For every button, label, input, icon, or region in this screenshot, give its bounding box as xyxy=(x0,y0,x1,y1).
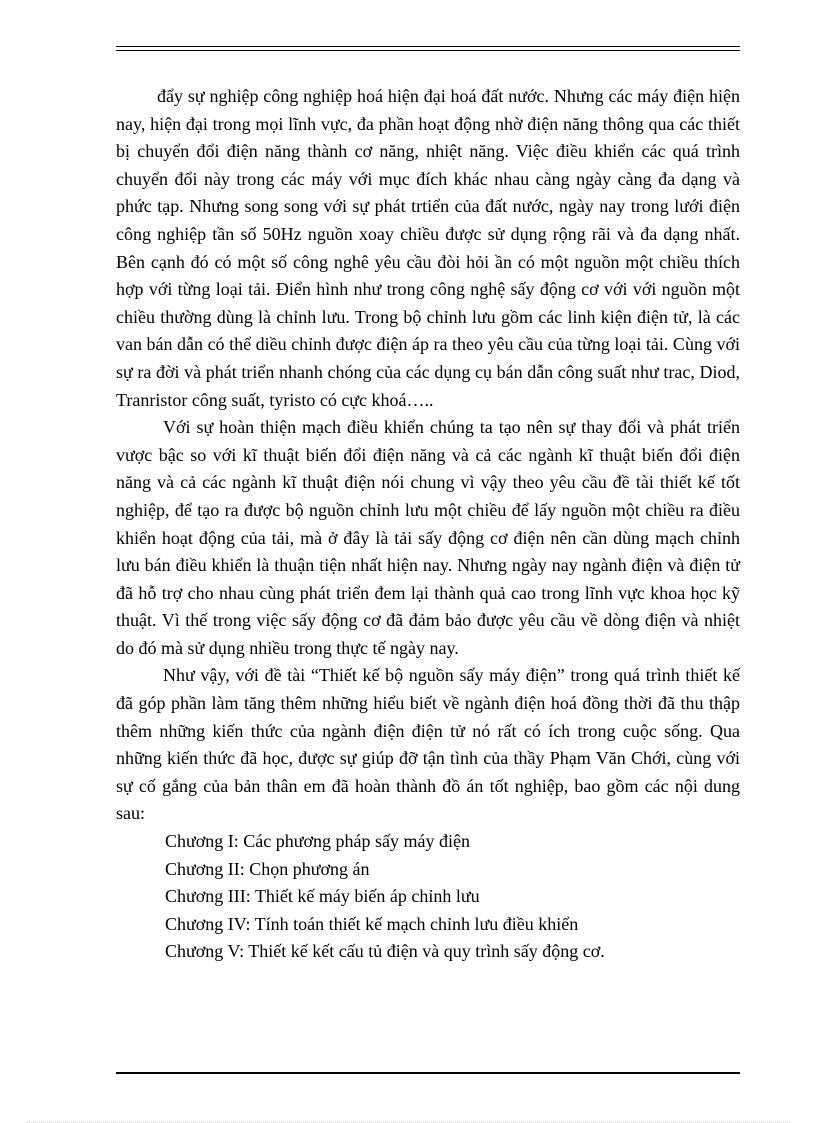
paragraph-1: đẩy sự nghiệp công nghiệp hoá hiện đại hoá đất nước. Nhưng các máy điện hiện nay, hiện đại trong mọi lĩnh vực, đa phần hoạt động nhờ điện năng thông qua các thiết bị chuyển đổi điện năng thành cơ năng, nhiệt năng. Việc điều khiển các quá trình chuyển đổi này trong các máy với mục đích khác nhau càng ngày càng đa dạng và phức tạp. Nhưng song song với sự phát trtiển của đất nước, ngày nay trong lưới điện công nghiệp tần số 50Hz nguồn xoay chiều được sử dụng rộng rãi và đa dạng nhất. Bên cạnh đó có một số công nghê yêu cầu đòi hỏi ần có một nguồn một chiều thích hợp với từng loại tải. Điển hình như trong công nghệ sấy động cơ với với nguồn một chiều thường dùng là chỉnh lưu. Trong bộ chỉnh lưu gồm các linh kiện điện tử, là các van bán dẫn có thể diều chỉnh được điện áp ra theo yêu cầu của từng loại tải. Cùng với sự ra đời và phát triển nhanh chóng của các dụng cụ bán dẫn công suất như trac, Diod, Tranristor công suất, tyristo có cực khoá….. xyxy=(116,86,740,410)
paragraph-2: Với sự hoàn thiện mạch điều khiển chúng ta tạo nên sự thay đổi và phát triển vược bậc so với kĩ thuật biến đổi điện năng và cả các ngành kĩ thuật biến đổi điện năng và cả các ngành kĩ thuật điện nói chung vì vậy theo yêu cầu đề tài thiết kế tốt nghiệp, để tạo ra được bộ nguồn chỉnh lưu một chiều để lấy nguồn một chiều ra điều khiển hoạt động của tải, mà ở đây là tải sấy động cơ điện nên cần dùng mạch chỉnh lưu bán điều khiển là thuận tiện nhất hiện nay. Nhưng ngày nay ngành điện và điện tử đã hỗ trợ cho nhau cùng phát triển đem lại thành quả cao trong lĩnh vực khoa học kỹ thuật. Vì thế trong việc sấy động cơ đã đảm bảo được yêu cầu về dòng điện và nhiệt do đó mà sử dụng nhiều trong thực tế ngày nay. xyxy=(116,417,740,658)
chapter-item-1: Chương I: Các phương pháp sấy máy điện xyxy=(165,831,470,852)
chapter-item-2: Chương II: Chọn phương án xyxy=(165,858,370,879)
chapter-item-5: Chương V: Thiết kế kết cấu tủ điện và quy trình sấy động cơ. xyxy=(165,941,605,962)
footer-rule xyxy=(116,1072,740,1074)
chapter-list xyxy=(116,828,740,966)
chapter-item-4: Chương IV: Tính toán thiết kế mạch chỉnh lưu điều khiển xyxy=(165,913,579,934)
header-rule-bottom xyxy=(116,50,740,51)
paragraph-3: Như vậy, với đề tài “Thiết kế bộ nguồn sấy máy điện” trong quá trình thiết kế đã góp phần làm tăng thêm những hiểu biết về ngành điện hoá đồng thời đã thu thập thêm những kiến thức của ngành điện điện tử nó rất có ích trong cuộc sống. Qua những kiến thức đã học, được sự giúp đỡ tận tình của thầy Phạm Văn Chới, cùng với sự cố gắng của bản thân em đã hoàn thành đồ án tốt nghiệp, bao gồm các nội dung sau: xyxy=(116,665,740,824)
chapter-item-3: Chương III: Thiết kế máy biến áp chỉnh lưu xyxy=(165,886,480,907)
header-rule-top xyxy=(116,46,740,47)
document-body xyxy=(116,83,740,966)
